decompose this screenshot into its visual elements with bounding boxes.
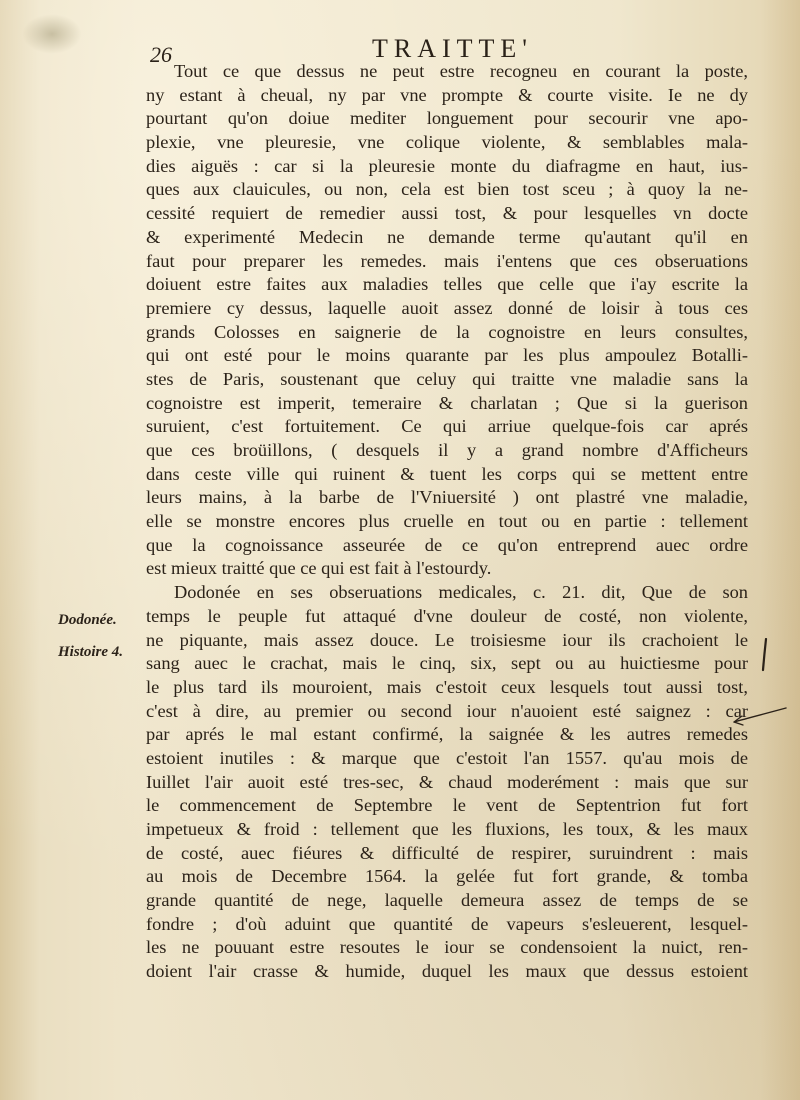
text-line: leurs mains, à la barbe de l'Vniuersité ) ont plastré vne maladie, [146, 487, 748, 508]
margin-note-dodonee: Dodonée. [58, 612, 117, 628]
body-text [146, 60, 748, 984]
text-line: le plus tard ils mouroient, mais c'estoit ceux lesquels tout aussi tost, [146, 676, 748, 697]
text-line: que la cognoissance asseurée de ce qu'on entreprend auec ordre [146, 534, 748, 555]
text-line: qui ont esté pour le moins quarante par les plus ampoulez Botalli- [146, 345, 748, 366]
text-line: temps le peuple fut attaqué d'vne douleur de costé, non violente, [146, 605, 748, 626]
text-line: le commencement de Septembre le vent de Septentrion fut fort [146, 795, 748, 816]
handwritten-mark [760, 638, 770, 672]
text-line: Tout ce que dessus ne peut estre recogneu en courant la poste, [174, 61, 748, 81]
text-line: premiere cy dessus, laquelle auoit assez donné de loisir à tous ces [146, 297, 748, 318]
text-line: sang auec le crachat, mais le cinq, six, sept ou au huictiesme pour [146, 653, 748, 674]
handwritten-arrow [732, 706, 788, 732]
text-line: elle se monstre encores plus cruelle en tout ou en partie : tellement [146, 511, 748, 532]
text-line: pourtant qu'on doiue mediter longuement pour secourir vne apo- [146, 108, 748, 129]
text-line: grande quantité de nege, laquelle demeura assez de temps de se [146, 890, 748, 911]
text-line: cognoistre est imperit, temeraire & charlatan ; Que si la guerison [146, 392, 748, 413]
text-line: est mieux traitté que ce qui est fait à l'estourdy. [146, 558, 492, 579]
text-line: grands Colosses en saignerie de la cognoistre en leurs consultes, [146, 321, 748, 342]
text-line: faut pour preparer les remedes. mais i'entens que ces obseruations [146, 250, 748, 271]
text-line: estoient inutiles : & marque que c'estoit l'an 1557. qu'au mois de [146, 747, 748, 768]
text-line: doiuent estre faites aux maladies telles que celle que i'ay escrite la [146, 274, 748, 295]
text-line: plexie, vne pleuresie, vne colique violente, & semblables mala- [146, 132, 748, 153]
text-line: de costé, auec fiéures & difficulté de respirer, suruindrent : mais [146, 842, 748, 863]
margin-note-histoire: Histoire 4. [58, 644, 124, 660]
page-number: 26 [150, 42, 172, 67]
text-line: dans ceste ville qui ruinent & tuent les corps qui se mettent entre [146, 463, 748, 484]
text-line: ne piquante, mais assez douce. Le troisiesme iour ils crachoient le [146, 629, 748, 650]
text-line: fondre ; d'où aduint que quantité de vapeurs s'esleuerent, lesquel- [146, 913, 748, 934]
text-line: impetueux & froid : tellement que les fluxions, les toux, & les maux [146, 819, 748, 839]
text-line: c'est à dire, au premier ou second iour n'auoient esté saignez : car [146, 700, 748, 721]
text-line: ques aux clauicules, ou non, cela est bien tost sceu ; à quoy la ne- [146, 179, 748, 200]
text-line: & experimenté Medecin ne demande terme qu'autant qu'il en [146, 226, 748, 247]
text-line: par aprés le mal estant confirmé, la saignée & les autres remedes [146, 724, 748, 745]
text-line: doient l'air crasse & humide, duquel les maux que dessus estoient [146, 961, 748, 982]
text-line: ny estant à cheual, ny par vne prompte & courte visite. Ie ne dy [146, 84, 748, 105]
paper-stain [22, 14, 82, 54]
text-line: stes de Paris, soustenant que celuy qui traitte vne maladie sans la [146, 368, 748, 389]
text-line: dies aiguës : car si la pleuresie monte du diafragme en haut, ius- [146, 155, 748, 176]
running-head: TRAITTE' [372, 34, 533, 63]
text-line: cessité requiert de remedier aussi tost, & pour lesquelles vn docte [146, 203, 748, 224]
text-line: que ces broüillons, ( desquels il y a grand nombre d'Afficheurs [146, 440, 748, 460]
text-line: Iuillet l'air auoit esté tres-sec, & chaud moderément : mais que sur [146, 771, 748, 792]
text-line: au mois de Decembre 1564. la gelée fut fort grande, & tomba [146, 866, 748, 887]
text-line: Dodonée en ses obseruations medicales, c. 21. dit, Que de son [174, 582, 748, 603]
text-line: les ne pouuant estre resoutes le iour se condensoient la nuict, ren- [146, 937, 748, 958]
text-line: suruient, c'est fortuitement. Ce qui arriue quelque-fois car aprés [146, 416, 748, 437]
